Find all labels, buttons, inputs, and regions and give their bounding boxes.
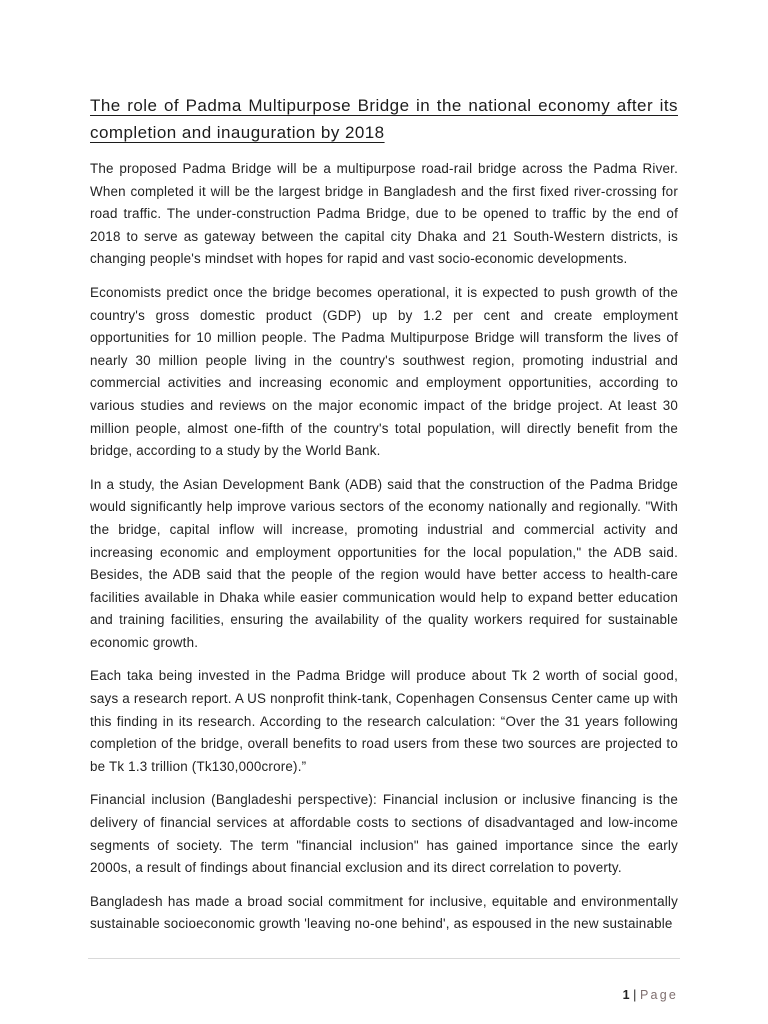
document-body bbox=[90, 92, 678, 947]
page-footer bbox=[623, 988, 678, 1002]
page-number: 1 bbox=[622, 988, 631, 1002]
paragraph: Bangladesh has made a broad social commitment for inclusive, equitable and environmentally sustainable socioeconomic growth 'leaving no-one behind', as espoused in the new sustainable bbox=[90, 893, 678, 932]
document-title: The role of Padma Multipurpose Bridge in the national economy after its completion and inauguration by 2018 bbox=[90, 96, 678, 142]
paragraph: Financial inclusion (Bangladeshi perspective): Financial inclusion or inclusive financing is the delivery of financial services at affordable costs to sections of disadvantaged and low-income segments of society. The term "financial inclusion" has gained importance since the early 2000s, a result of findings about financial exclusion and its direct correlation to poverty. bbox=[90, 792, 678, 876]
paragraph: In a study, the Asian Development Bank (ADB) said that the construction of the Padma Bridge would significantly help improve various sectors of the economy nationally and regionally. "With the bridge, capital inflow will increase, promoting industrial and commercial activity and increasing economic and employment opportunities for the local population," the ADB said. Besides, the ADB said that the people of the region would have better access to health-care facilities available in Dhaka while easier communication would help to expand better education and training facilities, ensuring the availability of the quality workers required for sustainable economic growth. bbox=[90, 476, 678, 650]
paragraph: Economists predict once the bridge becomes operational, it is expected to push growth of the country's gross domestic product (GDP) up by 1.2 per cent and create employment opportunities for 10 million people. The Padma Multipurpose Bridge will transform the lives of nearly 30 million people living in the country's southwest region, promoting industrial and commercial activities and increasing economic and employment opportunities, according to various studies and reviews on the major economic impact of the bridge project. At least 30 million people, almost one-fifth of the country's total population, will directly benefit from the bridge, according to a study by the World Bank. bbox=[90, 284, 678, 459]
page-label: Page bbox=[640, 988, 678, 1002]
footer-divider bbox=[88, 958, 680, 959]
page-separator: | bbox=[633, 988, 637, 1002]
paragraph: Each taka being invested in the Padma Bridge will produce about Tk 2 worth of social good, says a research report. A US nonprofit think-tank, Copenhagen Consensus Center came up with this finding in its research. According to the research calculation: “Over the 31 years following completion of the bridge, overall benefits to road users from these two sources are projected to be Tk 1.3 trillion (Tk130,000crore).” bbox=[90, 668, 678, 774]
paragraph: The proposed Padma Bridge will be a multipurpose road-rail bridge across the Padma River. When completed it will be the largest bridge in Bangladesh and the first fixed river-crossing for road traffic. The under-construction Padma Bridge, due to be opened to traffic by the end of 2018 to serve as gateway between the capital city Dhaka and 21 South-Western districts, is changing people's mindset with hopes for rapid and vast socio-economic developments. bbox=[90, 161, 678, 267]
